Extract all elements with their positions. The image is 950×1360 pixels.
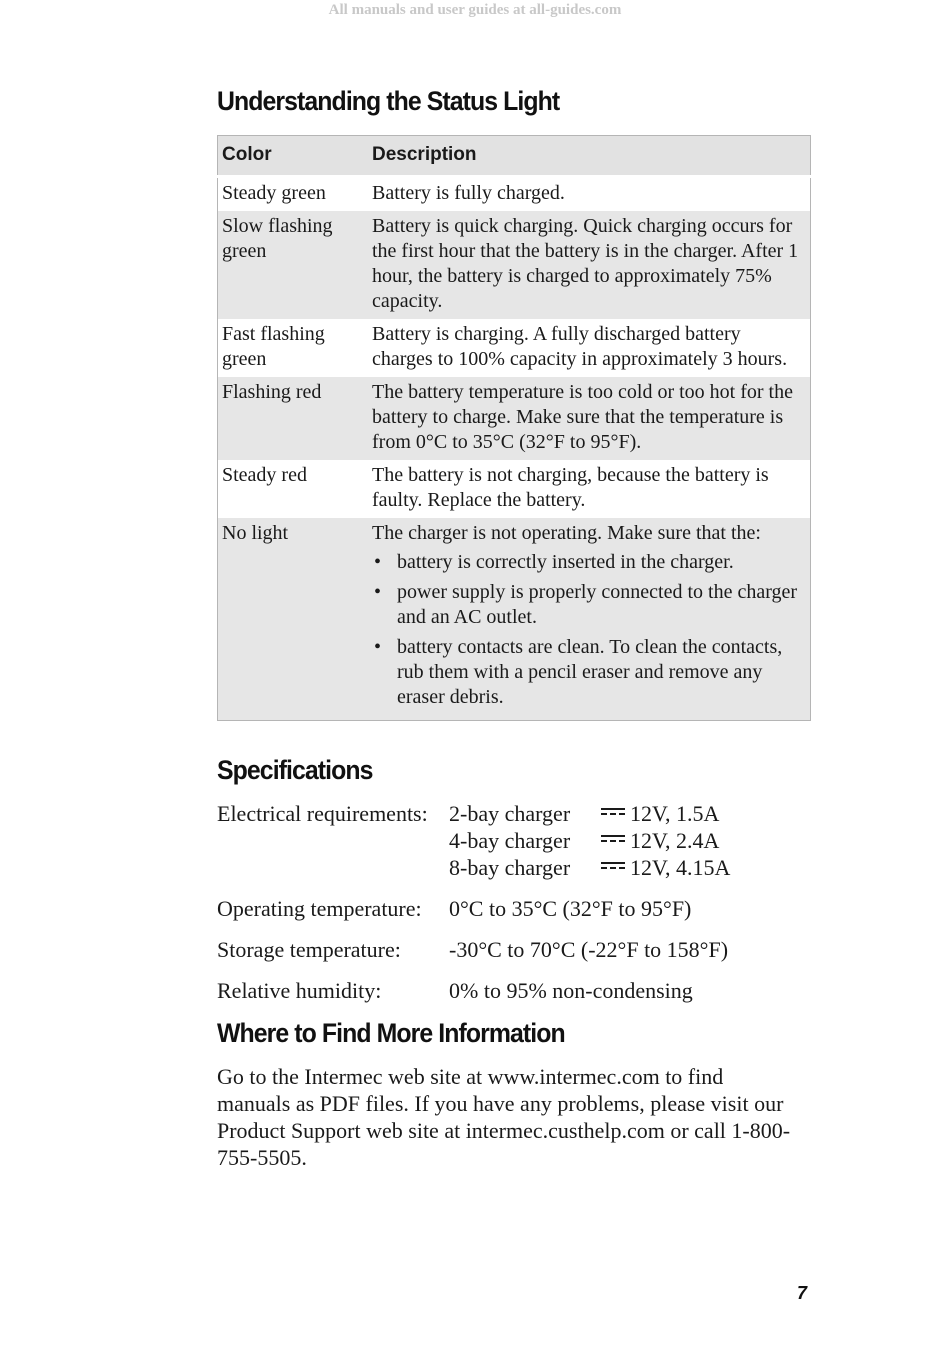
page-content bbox=[217, 86, 811, 1171]
table-row bbox=[218, 460, 811, 518]
list-item: • power supply is properly connected to the charger and an AC outlet. bbox=[372, 580, 804, 630]
spec-value bbox=[449, 800, 811, 881]
charger-name: 2-bay charger bbox=[449, 801, 571, 826]
charger-line bbox=[449, 854, 811, 881]
dc-current-icon bbox=[601, 806, 625, 818]
color-column-header: Color bbox=[218, 136, 369, 177]
color-cell: Steady green bbox=[218, 177, 369, 212]
list-item: • battery contacts are clean. To clean the contacts, rub them with a pencil eraser and remove any eraser debris. bbox=[372, 635, 804, 710]
spec-value: 0°C to 35°C (32°F to 95°F) bbox=[449, 896, 692, 921]
charger-line bbox=[449, 800, 811, 827]
spec-row-electrical bbox=[217, 800, 811, 881]
table-row bbox=[218, 319, 811, 377]
spec-value: 0% to 95% non-condensing bbox=[449, 978, 693, 1003]
spec-label: Storage temperature: bbox=[217, 937, 401, 962]
list-item: • battery is correctly inserted in the charger. bbox=[372, 550, 804, 575]
charger-rating: 12V, 2.4A bbox=[630, 828, 720, 853]
spec-row-storage-temperature bbox=[217, 936, 811, 963]
description-column-header: Description bbox=[368, 136, 811, 177]
spec-label: Relative humidity: bbox=[217, 978, 382, 1003]
charger-name: 4-bay charger bbox=[449, 828, 571, 853]
table-row bbox=[218, 211, 811, 319]
table-row bbox=[218, 177, 811, 212]
charger-rating: 12V, 1.5A bbox=[630, 801, 720, 826]
dc-current-icon bbox=[601, 833, 625, 845]
description-cell: The battery temperature is too cold or too hot for the battery to charge. Make sure that the temperature is from 0°C to 35°C (32°F to 95°F). bbox=[368, 377, 811, 460]
more-information-text: Go to the Intermec web site at www.intermec.com to find manuals as PDF files. If you have any problems, please visit our Product Support web site at intermec.custhelp.com or call 1-800-755-5505. bbox=[217, 1064, 791, 1170]
description-cell bbox=[368, 518, 811, 721]
specifications-heading: Specifications bbox=[217, 755, 373, 785]
spec-row-operating-temperature bbox=[217, 895, 811, 922]
description-cell: Battery is quick charging. Quick charging occurs for the first hour that the battery is in the charger. After 1 hour, the battery is charged to approximately 75% capacity. bbox=[368, 211, 811, 319]
spec-value: -30°C to 70°C (-22°F to 158°F) bbox=[449, 937, 729, 962]
description-cell: The battery is not charging, because the battery is faulty. Replace the battery. bbox=[368, 460, 811, 518]
spec-row-humidity bbox=[217, 977, 811, 1004]
color-cell: Flashing red bbox=[218, 377, 369, 460]
table-row bbox=[218, 377, 811, 460]
specifications-list bbox=[217, 800, 811, 1004]
watermark: All manuals and user guides at all-guides.com bbox=[328, 2, 622, 18]
status-light-table bbox=[217, 135, 811, 721]
color-cell: Slow flashing green bbox=[218, 211, 369, 319]
spec-label: Operating temperature: bbox=[217, 896, 422, 921]
dc-current-icon bbox=[601, 860, 625, 872]
description-cell: Battery is fully charged. bbox=[368, 177, 811, 212]
description-cell: Battery is charging. A fully discharged battery charges to 100% capacity in approximately 3 hours. bbox=[368, 319, 811, 377]
table-row bbox=[218, 518, 811, 721]
checklist bbox=[372, 550, 804, 710]
description-text: The charger is not operating. Make sure that the: bbox=[372, 522, 761, 544]
status-light-heading: Understanding the Status Light bbox=[217, 86, 560, 116]
charger-name: 8-bay charger bbox=[449, 855, 571, 880]
charger-rating: 12V, 4.15A bbox=[630, 855, 731, 880]
table-header-row bbox=[218, 136, 811, 177]
more-information-heading: Where to Find More Information bbox=[217, 1018, 565, 1048]
color-cell: Fast flashing green bbox=[218, 319, 369, 377]
color-cell: No light bbox=[218, 518, 369, 721]
spec-label: Electrical requirements: bbox=[217, 801, 428, 826]
charger-line bbox=[449, 827, 811, 854]
page-number: 7 bbox=[797, 1283, 808, 1303]
color-cell: Steady red bbox=[218, 460, 369, 518]
